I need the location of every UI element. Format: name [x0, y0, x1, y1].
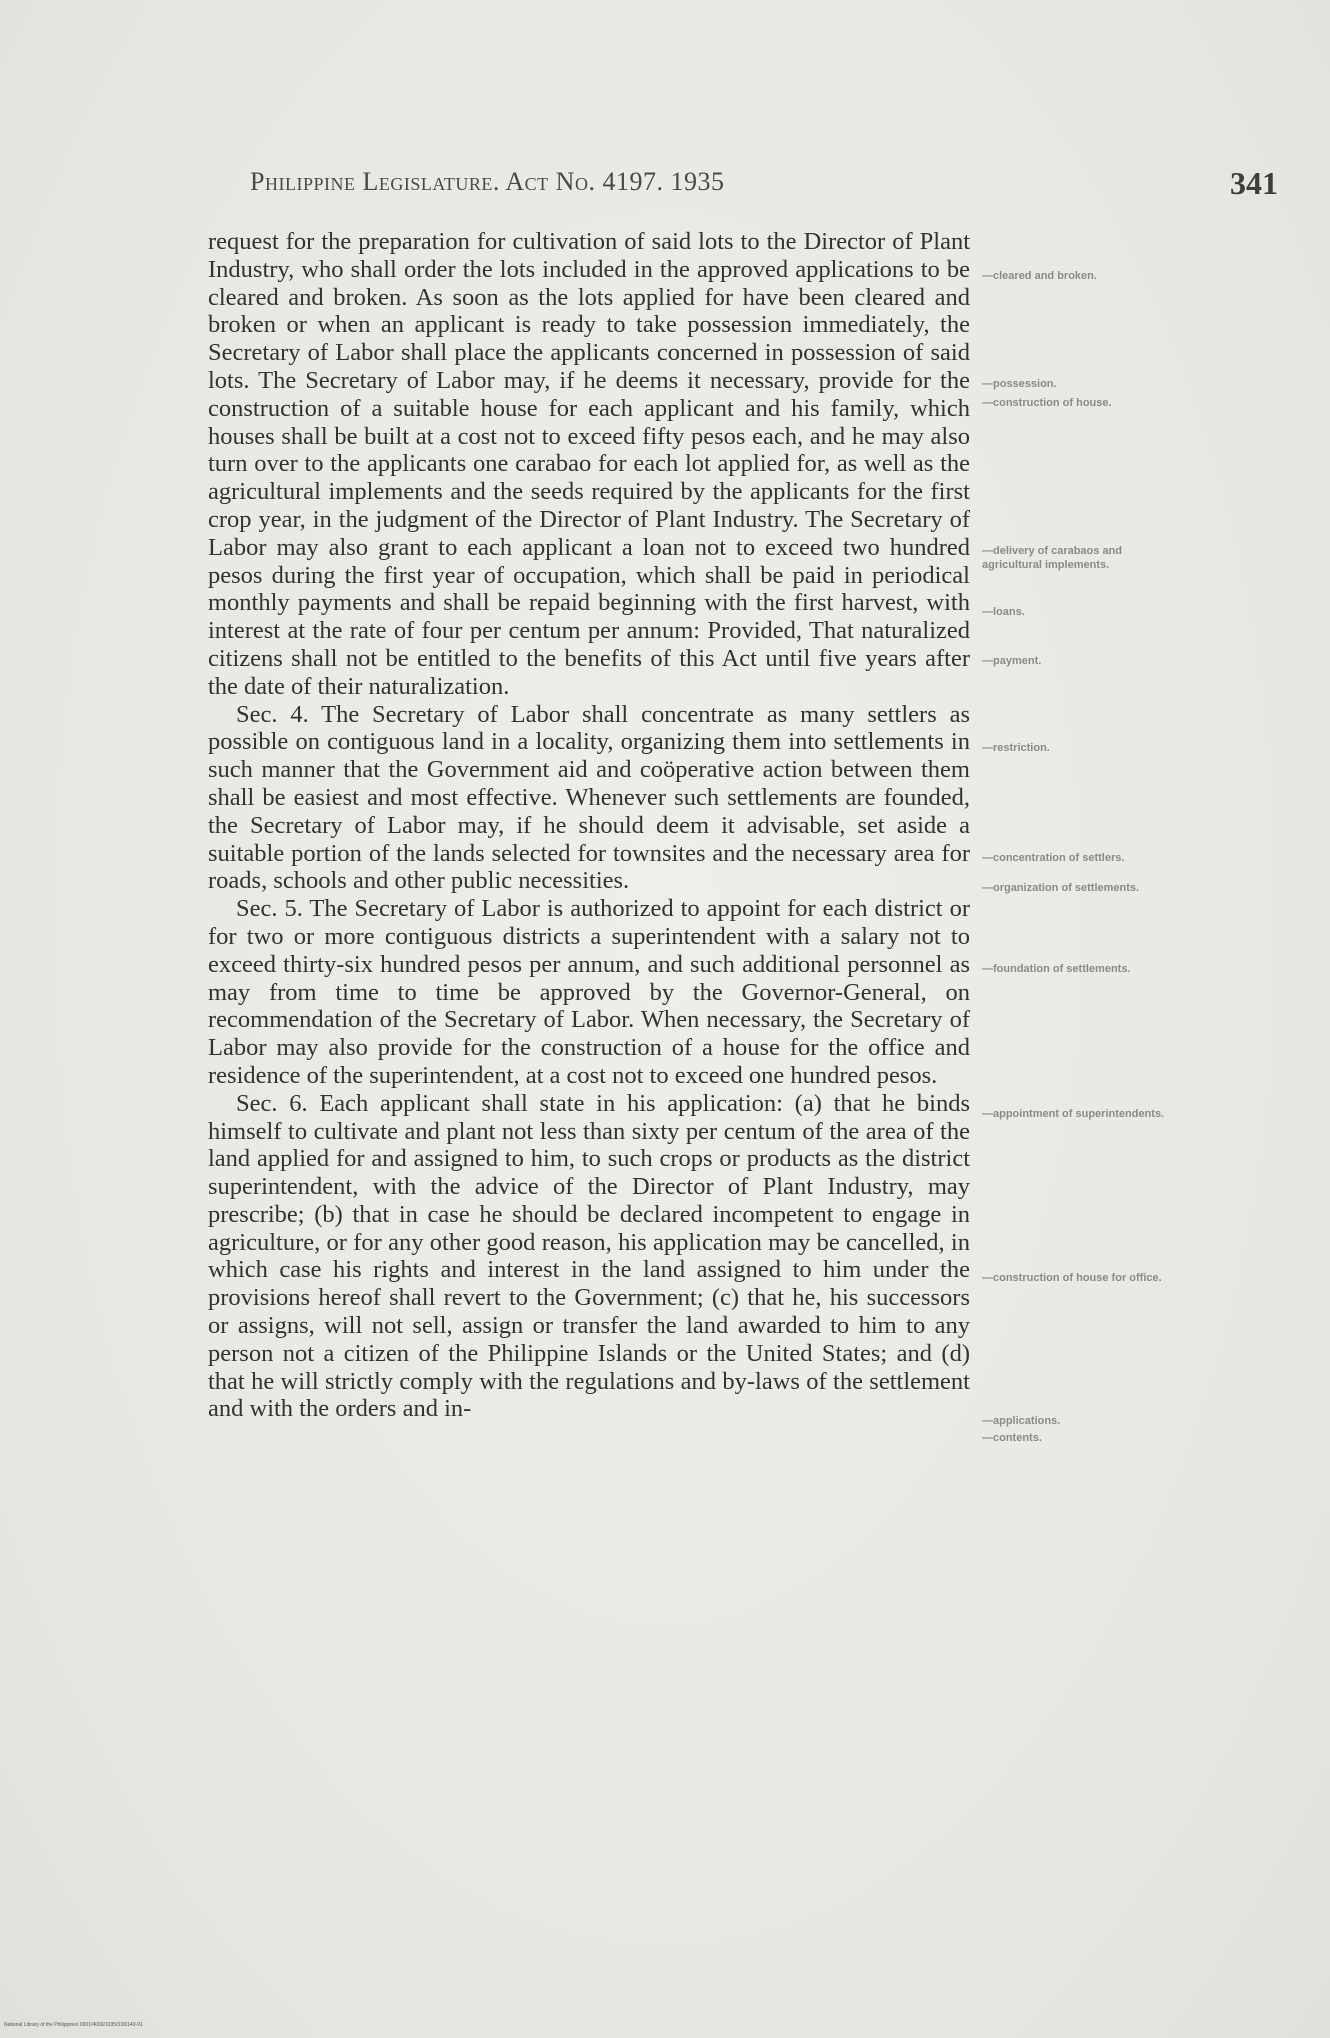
margin-note: —possession.	[982, 378, 1057, 390]
paragraph-continuation: request for the preparation for cultivation of said lots to the Director of Plant Industry, who shall order the lots included in the approved applications to be cleared and broken. As soon as the lots applied for have been cleared and broken or when an applicant is ready to take possession immediately, the Secretary of Labor shall place the applicants concerned in possession of said lots. The Secretary of Labor may, if he deems it necessary, provide for the construction of a suitable house for each applicant and his family, which houses shall be built at a cost not to exceed fifty pesos each, and he may also turn over to the applicants one carabao for each lot applied for, as well as the agricultural implements and the seeds required by the applicants for the first crop year, in the judgment of the Director of Plant Industry. The Secretary of Labor may also grant to each applicant a loan not to exceed two hundred pesos during the first year of occupation, which shall be paid in periodical monthly payments and shall be repaid beginning with the first harvest, with interest at the rate of four per centum per annum: Provided, That naturalized citizens shall not be entitled to the benefits of this Act until five years after the date of their naturalization.	[208, 228, 970, 700]
margin-note: —appointment of superintendents.	[982, 1108, 1165, 1120]
paragraph-sec-5: Sec. 5. The Secretary of Labor is authorized to appoint for each district or for two or more contiguous districts a superintendent with a salary not to exceed thirty-six hundred pesos per annum, and such additional personnel as may from time to time be approved by the Governor-General, on recommendation of the Secretary of Labor. When necessary, the Secretary of Labor may also provide for the construction of a house for the office and residence of the superintendent, at a cost not to exceed one hundred pesos.	[208, 895, 970, 1089]
running-head: Philippine Legislature. Act No. 4197. 1935	[250, 167, 725, 196]
margin-note: —organization of settlements.	[982, 882, 1140, 894]
margin-note: —construction of house for office.	[982, 1272, 1162, 1284]
body-text	[208, 228, 970, 1423]
footer-credit: National Library of the Philippines 0001/4000/1035/33/0140-91	[4, 2022, 143, 2028]
margin-note: —concentration of settlers.	[982, 852, 1125, 864]
margin-note: —foundation of settlements.	[982, 963, 1131, 975]
paragraph-sec-6: Sec. 6. Each applicant shall state in his application: (a) that he binds himself to cultivate and plant not less than sixty per centum of the area of the land applied for and assigned to him, to such crops or products as the district superintendent, with the advice of the Director of Plant Industry, may prescribe; (b) that in case he should be declared incompetent to engage in agriculture, or for any other good reason, his application may be cancelled, in which case his rights and interest in the land assigned to him under the provisions hereof shall revert to the Government; (c) that he, his successors or assigns, will not sell, assign or transfer the land awarded to him to any person not a citizen of the Philippine Islands or the United States; and (d) that he will strictly comply with the regulations and by-laws of the settlement and with the orders and in-	[208, 1089, 970, 1423]
page-number: 341	[1230, 165, 1278, 201]
margin-note: —payment.	[982, 655, 1042, 667]
paragraph-sec-4: Sec. 4. The Secretary of Labor shall concentrate as many settlers as possible on contiguous land in a locality, organizing them into settlements in such manner that the Government aid and coöperative action between them shall be easiest and most effective. Whenever such settlements are founded, the Secretary of Labor may, if he should deem it advisable, set aside a suitable portion of the lands selected for townsites and the necessary area for roads, schools and other public necessities.	[208, 700, 970, 895]
margin-note: —applications.	[982, 1415, 1061, 1427]
margin-note: —restriction.	[982, 742, 1050, 754]
margin-note: —loans.	[982, 606, 1025, 618]
margin-note: —delivery of carabaos and agricultural implements.	[982, 545, 1122, 571]
margin-note: —cleared and broken.	[982, 270, 1097, 282]
margin-note: —construction of house.	[982, 397, 1112, 409]
margin-note: —contents.	[982, 1432, 1042, 1444]
